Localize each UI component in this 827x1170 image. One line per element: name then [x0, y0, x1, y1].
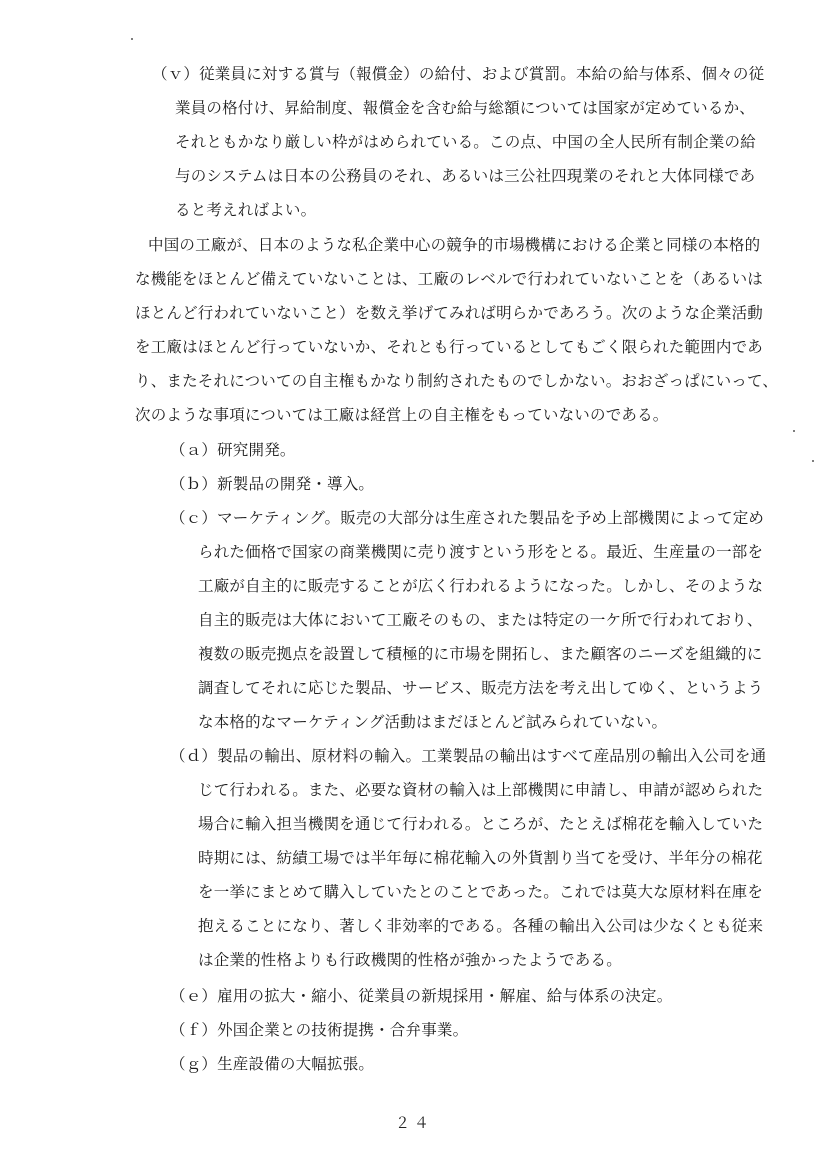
text-line: 場合に輸入担当機関を通じて行われる。ところが、たとえば棉花を輸入していた — [198, 815, 764, 833]
scan-speck — [793, 430, 795, 432]
text-line: 時期には、紡績工場では半年毎に棉花輸入の外貨割り当てを受け、半年分の棉花 — [198, 849, 763, 867]
text-line: （ｖ）従業員に対する賞与（報償金）の給付、および賞罰。本給の給与体系、個々の従 — [152, 65, 765, 83]
text-line: 次のような事項については工廠は経営上の自主権をもっていないのである。 — [135, 406, 669, 424]
text-line: 与のシステムは日本の公務員のそれ、あるいは三公社四現業のそれと大体同様であ — [175, 167, 756, 185]
text-line: 中国の工廠が、日本のような私企業中心の競争的市場機構における企業と同様の本格的 — [148, 236, 761, 254]
list-item: （ｅ）雇用の拡大・縮小、従業員の新規採用・解雇、給与体系の決定。 — [170, 987, 673, 1005]
scan-speck — [812, 460, 814, 462]
text-line: り、またそれについての自主権もかなり制約されたものでしかない。おおざっぱにいって、 — [135, 372, 779, 390]
list-item: （ｂ）新製品の開発・導入。 — [170, 475, 375, 493]
list-item: （ａ）研究開発。 — [170, 441, 296, 459]
text-line: 調査してそれに応じた製品、サービス、販売方法を考え出してゆく、というよう — [198, 679, 764, 697]
list-item: （ｄ）製品の輸出、原材料の輸入。工業製品の輸出はすべて産品別の輸出入公司を通 — [170, 747, 767, 765]
scan-speck — [131, 38, 133, 40]
text-line: を一挙にまとめて購入していたとのことであった。これでは莫大な原材料在庫を — [198, 883, 764, 901]
text-line: は企業的性格よりも行政機関的性格が強かったようである。 — [198, 951, 622, 969]
text-line: じて行われる。また、必要な資材の輸入は上部機関に申請し、申請が認められた — [198, 781, 764, 799]
text-line: られた価格で国家の商業機関に売り渡すという形をとる。最近、生産量の一部を — [198, 543, 764, 561]
text-line: ほとんど行われていないこと）を数え挙げてみれば明らかであろう。次のような企業活動 — [135, 304, 764, 322]
text-line: 業員の格付け、昇給制度、報償金を含む給与総額については国家が定めているか、 — [175, 99, 755, 117]
text-line: 複数の販売拠点を設置して積極的に市場を開拓し、また顧客のニーズを組織的に — [198, 645, 763, 663]
text-line: 自主的販売は大体において工廠そのもの、または特定の一ケ所で行われており、 — [198, 611, 763, 629]
list-item: （ｇ）生産設備の大幅拡張。 — [170, 1055, 375, 1073]
text-line: それともかなり厳しい枠がはめられている。この点、中国の全人民所有制企業の給 — [175, 133, 756, 151]
text-line: ると考えればよい。 — [175, 201, 317, 219]
text-line: 抱えることになり、著しく非効率的である。各種の輸出入公司は少なくとも従来 — [198, 917, 764, 935]
page-number: ２４ — [395, 1114, 434, 1132]
text-line: な機能をほとんど備えていないことは、工廠のレベルで行われていないことを（あるいは — [135, 270, 764, 288]
text-line: 工廠が自主的に販売することが広く行われるようになった。しかし、そのような — [198, 577, 764, 595]
list-item: （ｃ）マーケティング。販売の大部分は生産された製品を予め上部機関によって定め — [170, 509, 765, 527]
text-line: な本格的なマーケティング活動はまだほとんど試みられていない。 — [198, 713, 668, 731]
text-line: を工廠はほとんど行っていないか、それとも行っているとしてもごく限られた範囲内であ — [135, 338, 764, 356]
list-item: （ｆ）外国企業との技術提携・合弁事業。 — [170, 1021, 469, 1039]
